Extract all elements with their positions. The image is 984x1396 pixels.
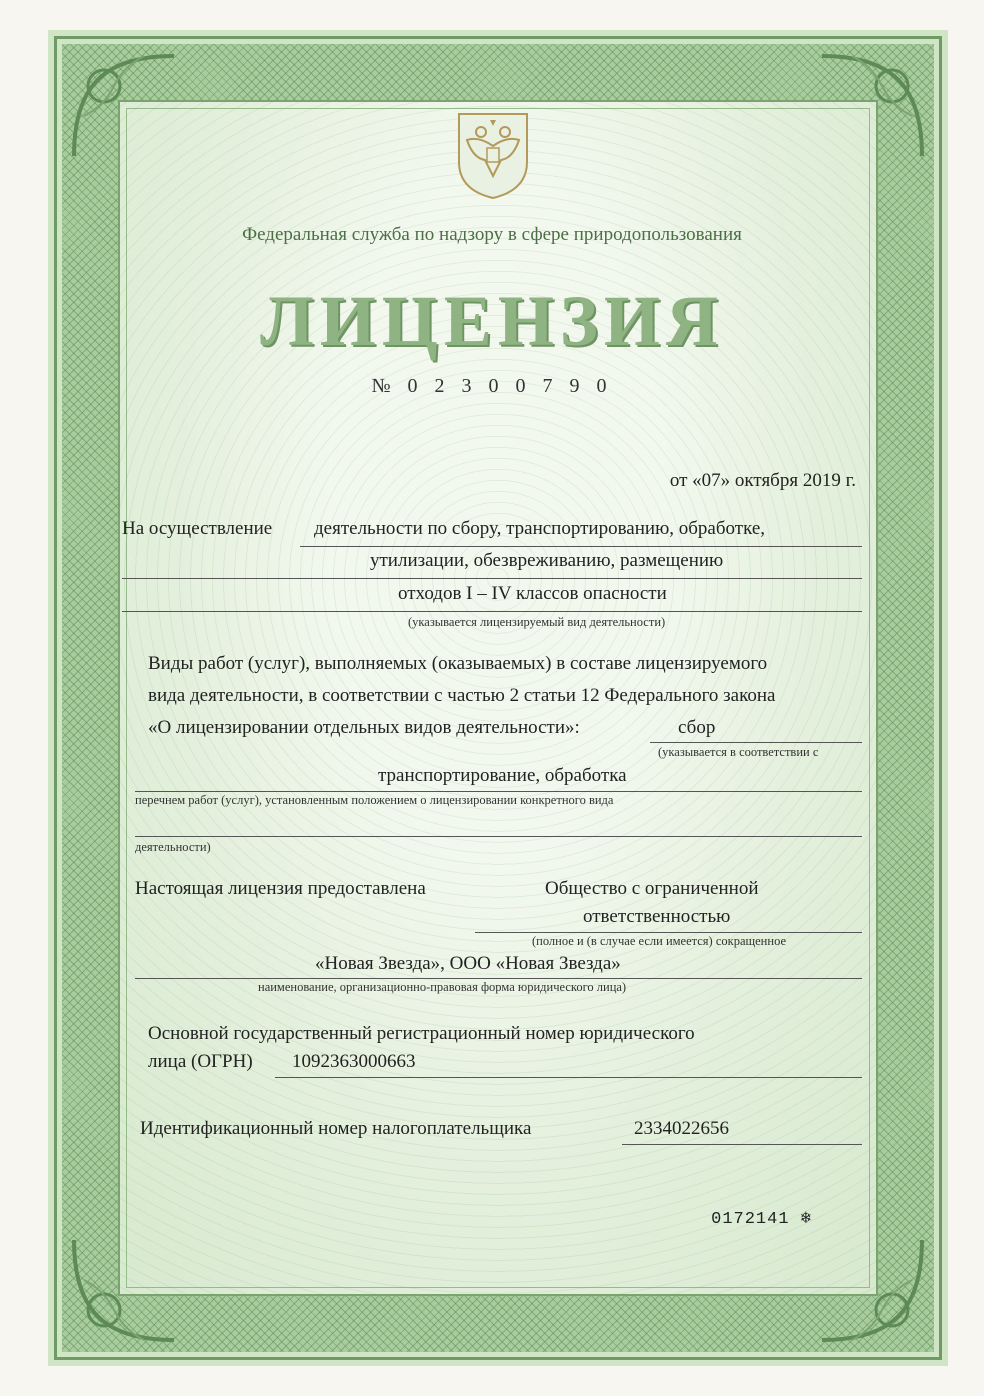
work-types-line: «О лицензировании отдельных видов деятельности»: — [148, 717, 580, 738]
issuing-agency: Федеральная служба по надзору в сфере природопользования — [242, 224, 742, 245]
underline — [475, 932, 862, 933]
blank-serial-number — [711, 1208, 812, 1229]
inn-value: 2334022656 — [634, 1118, 729, 1139]
ogrn-label: лица (ОГРН) — [148, 1051, 253, 1072]
underline — [275, 1077, 862, 1078]
work-type-value: транспортирование, обработка — [378, 765, 627, 786]
license-date: от «07» октября 2019 г. — [669, 470, 856, 491]
licensee-label: Настоящая лицензия предоставлена — [135, 878, 426, 899]
license-number: № 0 2 3 0 0 7 9 0 — [371, 375, 613, 397]
corner-ornament-bottom-left — [64, 1230, 184, 1350]
work-types-caption: (указывается в соответствии с — [658, 745, 819, 759]
licensee-name: ответственностью — [583, 906, 731, 927]
activity-line: деятельности по сбору, транспортированию, обработке, — [314, 518, 766, 539]
corner-ornament-bottom-right — [812, 1230, 932, 1350]
licensee-short-name: «Новая Звезда», ООО «Новая Звезда» — [315, 953, 621, 974]
coat-of-arms-icon — [453, 110, 533, 200]
underline — [300, 546, 862, 547]
work-types-line: Виды работ (услуг), выполняемых (оказываемых) в составе лицензируемого — [148, 653, 768, 674]
underline — [135, 836, 862, 837]
work-types-caption: деятельности) — [135, 840, 211, 854]
corner-ornament-top-right — [812, 46, 932, 166]
ogrn-value: 1092363000663 — [292, 1051, 416, 1072]
work-type-value: сбор — [678, 717, 716, 738]
underline — [122, 611, 862, 612]
licensee-caption: наименование, организационно-правовая форма юридического лица) — [258, 980, 627, 994]
activity-caption: (указывается лицензируемый вид деятельности) — [408, 615, 666, 629]
activity-label: На осуществление — [122, 518, 273, 539]
document-title: ЛИЦЕНЗИЯ — [260, 281, 724, 361]
ogrn-line: Основной государственный регистрационный номер юридического — [148, 1023, 695, 1044]
activity-line: утилизации, обезвреживанию, размещению — [370, 550, 724, 571]
snowflake-icon: ❄ — [800, 1210, 812, 1229]
underline — [135, 791, 862, 792]
inn-label: Идентификационный номер налогоплательщика — [140, 1118, 532, 1139]
underline — [122, 578, 862, 579]
underline — [135, 978, 862, 979]
licensee-caption: (полное и (в случае если имеется) сокращенное — [532, 934, 787, 948]
serial-value: 0172141 — [711, 1210, 790, 1229]
licensee-name: Общество с ограниченной — [545, 878, 759, 899]
activity-line: отходов I – IV классов опасности — [398, 583, 667, 604]
corner-ornament-top-left — [64, 46, 184, 166]
work-types-caption: перечнем работ (услуг), установленным положением о лицензировании конкретного вида — [135, 793, 614, 807]
underline — [622, 1144, 862, 1145]
underline — [650, 742, 862, 743]
work-types-line: вида деятельности, в соответствии с частью 2 статьи 12 Федерального закона — [148, 685, 776, 706]
